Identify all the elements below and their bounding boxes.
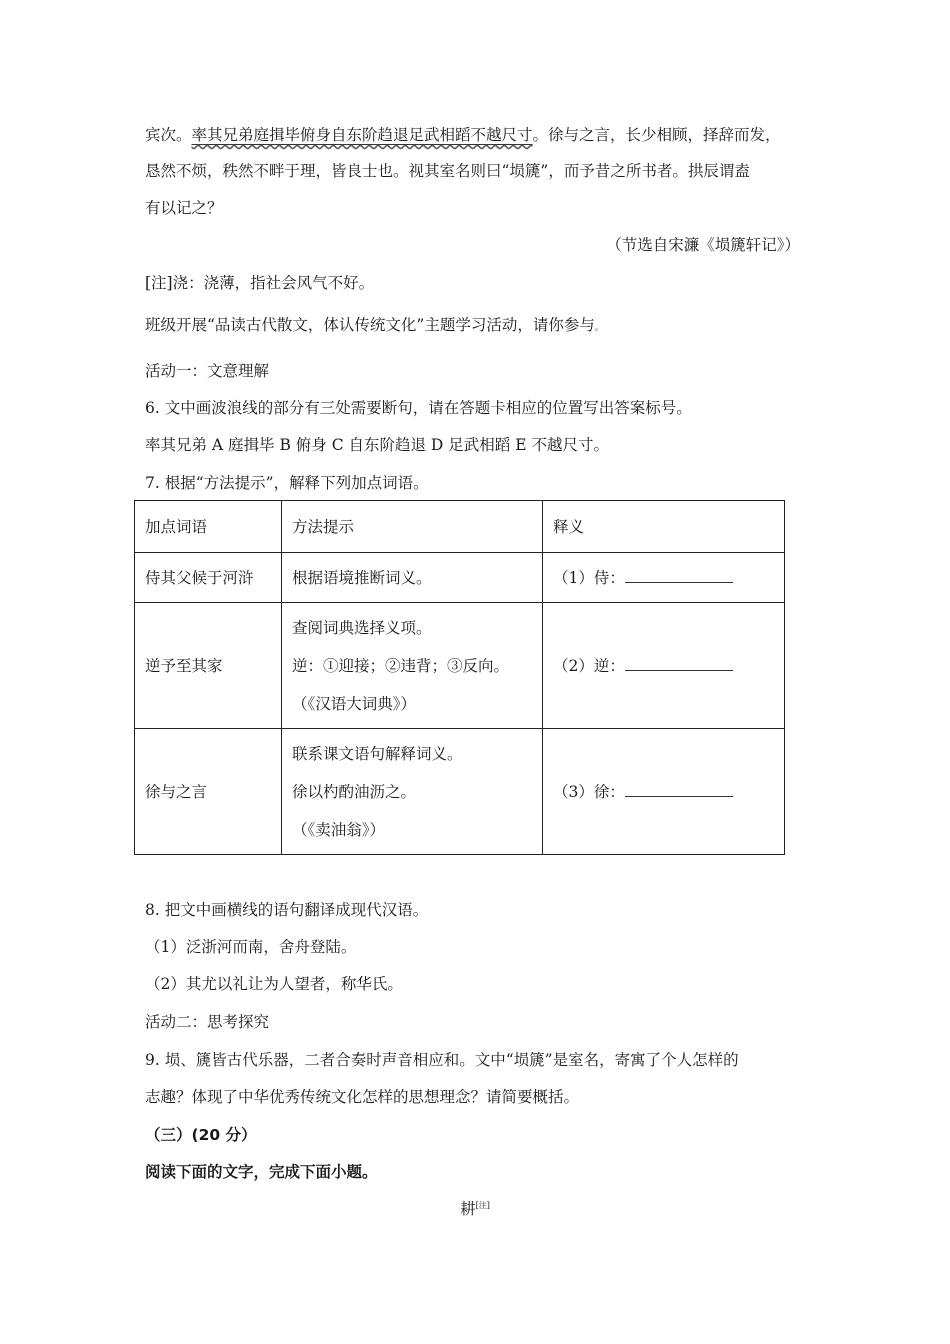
table-answer-cell — [543, 729, 785, 855]
wavy-text: 率其兄弟庭揖毕俯身自东阶趋退足武相蹈不越尺寸 — [191, 126, 533, 144]
question-8: 8. 把文中画横线的语句翻译成现代汉语。 — [145, 901, 429, 919]
title-note-mark: [注] — [475, 1200, 490, 1210]
table-hint-cell — [282, 729, 543, 855]
table-header-cell: 释义 — [543, 501, 785, 553]
table-word-cell: 逆予至其家 — [135, 603, 282, 729]
activity-2-heading: 活动二：思考探究 — [145, 1013, 270, 1031]
wavy-underlined-sentence — [192, 126, 533, 144]
passage-line-3: 有以记之？ — [145, 199, 223, 217]
section-3-instruction: 阅读下面的文字，完成下面小题。 — [145, 1163, 378, 1181]
answer-label: （1）侍： — [553, 568, 625, 587]
passage-text: 宾次。 — [145, 126, 192, 144]
answer-label: （2）逆： — [553, 656, 625, 675]
intro-dot: 。 — [594, 323, 604, 333]
question-9-line-2: 志趣？体现了中华优秀传统文化怎样的思想理念？请简要概括。 — [145, 1088, 580, 1106]
hint-line: 逆：①迎接；②违背；③反向。 — [292, 656, 510, 675]
table-header-cell: 方法提示 — [282, 501, 543, 553]
hint-line: 根据语境推断词义。 — [292, 568, 432, 587]
answer-blank[interactable] — [625, 656, 733, 671]
table-answer-cell — [543, 603, 785, 729]
answer-label: （3）徐： — [553, 782, 625, 801]
table-hint-cell — [282, 553, 543, 603]
answer-blank[interactable] — [625, 568, 733, 583]
passage-source: （节选自宋濂《埙篪轩记》） — [606, 236, 800, 254]
table-answer-cell — [543, 553, 785, 603]
table-row — [135, 553, 785, 603]
word-explanation-table — [134, 500, 785, 855]
question-7: 7. 根据“方法提示”，解释下列加点词语。 — [145, 474, 429, 492]
passage-text: 徐与之言，长少相顾，择辞而发， — [548, 126, 781, 144]
passage-line-1 — [145, 124, 781, 146]
question-9-line-1: 9. 埙、篪皆古代乐器，二者合奏时声音相应和。文中“埙篪”是室名，寄寓了个人怎样的 — [145, 1051, 739, 1069]
hint-line: 查阅词典选择义项。 — [292, 618, 432, 637]
table-row — [135, 603, 785, 729]
question-8-item-2: （2）其尤以礼让为人望者，称华氏。 — [145, 975, 403, 993]
question-6: 6. 文中画波浪线的部分有三处需要断句，请在答题卡相应的位置写出答案标号。 — [145, 399, 692, 417]
question-6-sentence: 率其兄弟 A 庭揖毕 B 俯身 C 自东阶趋退 D 足武相蹈 E 不越尺寸。 — [145, 436, 609, 454]
next-passage-title — [0, 1197, 950, 1219]
table-header-cell: 加点词语 — [135, 501, 282, 553]
passage-line-2: 恳然不烦，秩然不畔于理，皆良士也。视其室名则曰“埙篪”，而予昔之所书者。拱辰谓盍 — [145, 162, 750, 180]
question-8-item-1: （1）泛浙河而南，舍舟登陆。 — [145, 938, 357, 956]
activity-intro — [145, 314, 604, 339]
hint-line: 徐以杓酌油沥之。 — [292, 782, 417, 801]
table-header-row — [135, 501, 785, 553]
activity-1-heading: 活动一：文意理解 — [145, 362, 270, 380]
section-3-heading: （三）(20 分） — [145, 1126, 257, 1144]
hint-line: 联系课文语句解释词义。 — [292, 744, 463, 763]
table-hint-cell — [282, 603, 543, 729]
hint-line: （《卖油翁》） — [292, 820, 386, 839]
intro-text: 班级开展“品读古代散文，体认传统文化”主题学习活动，请你参与 — [145, 316, 595, 334]
annotation-note: [注]浇：浇薄，指社会风气不好。 — [145, 274, 375, 292]
title-text: 耕 — [460, 1200, 476, 1218]
hint-line: （《汉语大词典》） — [292, 694, 417, 713]
table-word-cell: 徐与之言 — [135, 729, 282, 855]
period-mark: 。 — [532, 126, 549, 144]
answer-blank[interactable] — [625, 782, 733, 797]
table-row — [135, 729, 785, 855]
table-word-cell: 侍其父候于河浒 — [135, 553, 282, 603]
